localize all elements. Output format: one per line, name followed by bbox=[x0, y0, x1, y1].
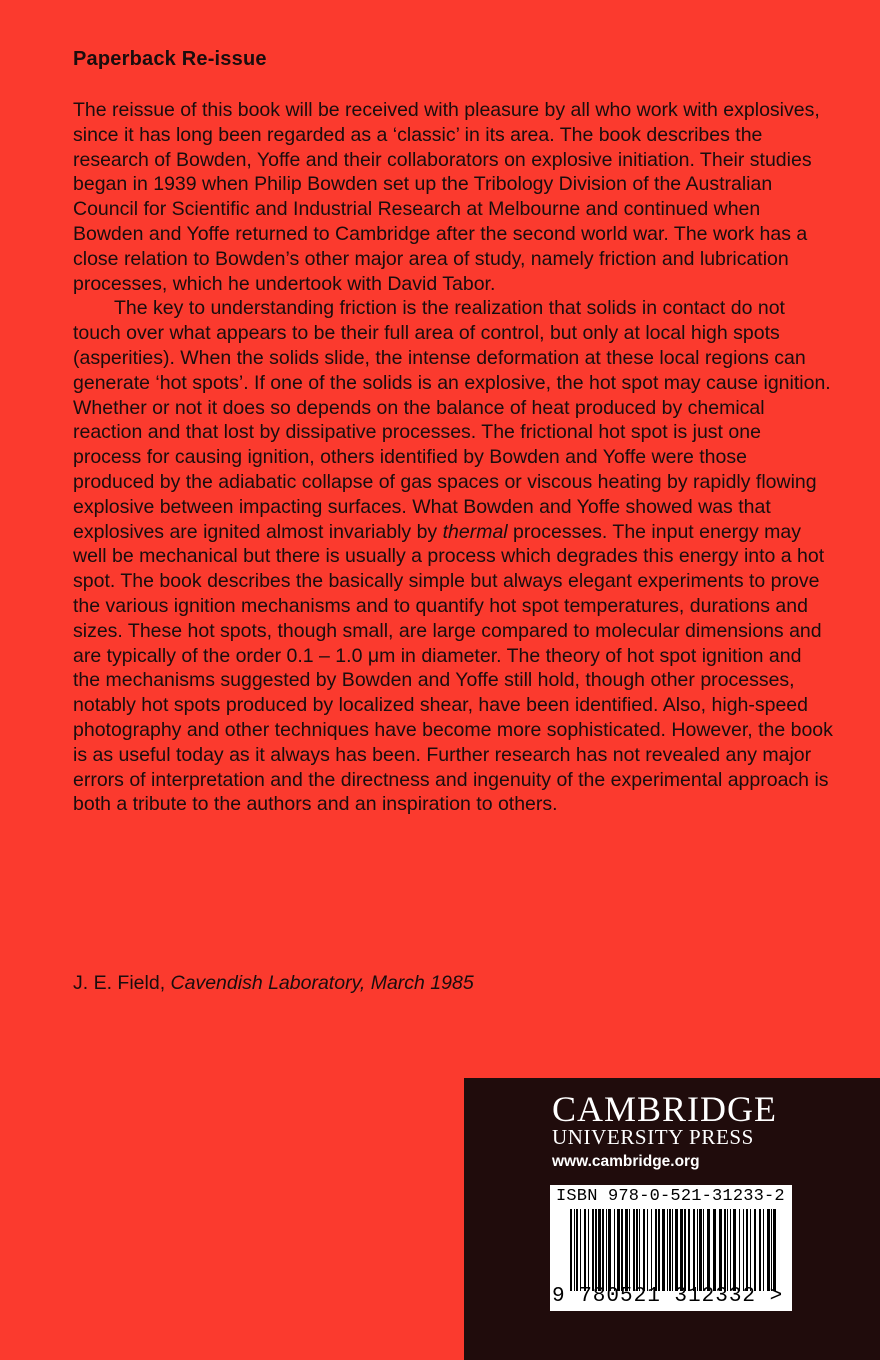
publisher-url: www.cambridge.org bbox=[552, 1153, 700, 1170]
barcode-bar bbox=[588, 1209, 589, 1291]
barcode-bar bbox=[771, 1209, 772, 1291]
barcode-bar bbox=[719, 1209, 722, 1291]
barcode-bars bbox=[570, 1209, 776, 1291]
barcode-bar bbox=[598, 1209, 601, 1291]
barcode-bar bbox=[707, 1209, 710, 1291]
barcode-bar bbox=[602, 1209, 604, 1291]
paragraph-2-part-b: processes. The input energy may well be mechanical but there is usually a process which degrades this energy into a hot spot. The book describes the basically simple but always elegant experiments to prove the various ignition mechanisms and to quantify hot spot temperatures, durations and sizes. These hot spots, though small, are large compared to molecular dimensions and are typically of the order 0.1 – 1.0 μm in diameter. The theory of hot spot ignition and the mechanisms suggested by Bowden and Yoffe still hold, though other processes, notably hot spots produced by localized shear, have been identified. Also, high-speed photography and other techniques have become more sophisticated. However, the book is as useful today as it always has been. Further research has not revealed any major errors of interpretation and the directness and ingenuity of the experimental approach is both a tribute to the authors and an inspiration to others. bbox=[73, 520, 833, 816]
barcode-bar bbox=[730, 1209, 731, 1291]
barcode-bar bbox=[763, 1209, 764, 1291]
barcode-bar bbox=[617, 1209, 620, 1291]
barcode-bar bbox=[667, 1209, 668, 1291]
barcode-bar bbox=[570, 1209, 572, 1291]
barcode-bar bbox=[633, 1209, 635, 1291]
barcode-bar bbox=[754, 1209, 756, 1291]
barcode-box bbox=[550, 1185, 792, 1311]
barcode-bar bbox=[773, 1209, 776, 1291]
barcode-bar bbox=[574, 1209, 575, 1291]
barcode-bar bbox=[697, 1209, 698, 1291]
barcode-bar bbox=[739, 1209, 740, 1291]
barcode-number: 9 780521 312332 > bbox=[552, 1285, 784, 1308]
barcode-bar bbox=[727, 1209, 728, 1291]
publisher-block bbox=[464, 1078, 880, 1360]
barcode-bar bbox=[688, 1209, 690, 1291]
barcode-bar bbox=[636, 1209, 638, 1291]
barcode-bar bbox=[703, 1209, 704, 1291]
barcode-bar bbox=[675, 1209, 678, 1291]
barcode-bar bbox=[759, 1209, 761, 1291]
paragraph-2 bbox=[73, 296, 833, 817]
barcode-bar bbox=[595, 1209, 597, 1291]
barcode-bar bbox=[651, 1209, 652, 1291]
barcode-bar bbox=[669, 1209, 671, 1291]
publisher-name: CAMBRIDGE bbox=[552, 1089, 778, 1129]
section-heading: Paperback Re-issue bbox=[73, 48, 267, 70]
barcode-bar bbox=[584, 1209, 586, 1291]
paragraph-1: The reissue of this book will be received with pleasure by all who work with explosives, since it has long been regarded as a ‘classic’ in its area. The book describes the research of Bowden, Yoffe and their collaborators on explosive initiation. Their studies began in 1939 when Philip Bowden set up the Tribology Division of the Australian Council for Scientific and Industrial Research at Melbourne and continued when Bowden and Yoffe returned to Cambridge after the second world war. The work has a close relation to Bowden’s other major area of study, namely friction and lubrication processes, which he undertook with David Tabor. bbox=[73, 99, 820, 295]
signature-name: J. E. Field, bbox=[73, 972, 171, 994]
barcode-bar bbox=[680, 1209, 683, 1291]
barcode-bar bbox=[625, 1209, 628, 1291]
barcode-bar bbox=[606, 1209, 607, 1291]
barcode-bar bbox=[643, 1209, 645, 1291]
barcode-bar bbox=[608, 1209, 611, 1291]
barcode-bar bbox=[647, 1209, 648, 1291]
barcode-bar bbox=[621, 1209, 623, 1291]
barcode-bar bbox=[672, 1209, 673, 1291]
publisher-subname: UNIVERSITY PRESS bbox=[552, 1125, 754, 1149]
barcode-bar bbox=[580, 1209, 581, 1291]
barcode-bar bbox=[655, 1209, 657, 1291]
blurb-text bbox=[73, 98, 833, 817]
barcode-bar bbox=[639, 1209, 640, 1291]
paragraph-2-part-a: The key to understanding friction is the realization that solids in contact do not touch over what appears to be their full area of control, but only at local high spots (asperities). When the solids slide, the intense deformation at these local regions can generate ‘hot spots’. If one of the solids is an explosive, the hot spot may cause ignition. Whether or not it does so depends on the balance of heat produced by chemical reaction and that lost by dissipative processes. The frictional hot spot is just one process for causing ignition, others identified by Bowden and Yoffe were those produced by the adiabatic collapse of gas spaces or viscous heating by rapidly flowing explosive between impacting surfaces. What Bowden and Yoffe showed was that explosives are ignited almost invariably by bbox=[73, 297, 831, 543]
barcode-bar bbox=[576, 1209, 578, 1291]
barcode-bar bbox=[713, 1209, 716, 1291]
barcode-bar bbox=[629, 1209, 630, 1291]
barcode-bar bbox=[767, 1209, 770, 1291]
barcode-bar bbox=[733, 1209, 736, 1291]
barcode-bar bbox=[614, 1209, 615, 1291]
barcode-bar bbox=[662, 1209, 665, 1291]
barcode-bar bbox=[724, 1209, 726, 1291]
barcode-bar bbox=[746, 1209, 748, 1291]
barcode-bar bbox=[743, 1209, 744, 1291]
barcode-bar bbox=[750, 1209, 751, 1291]
signature-affiliation: Cavendish Laboratory, March 1985 bbox=[170, 972, 474, 994]
signature bbox=[73, 972, 474, 995]
barcode-bar bbox=[699, 1209, 702, 1291]
barcode-bar bbox=[684, 1209, 686, 1291]
barcode-bar bbox=[658, 1209, 660, 1291]
paragraph-2-emphasis: thermal bbox=[442, 520, 508, 543]
isbn-label: ISBN 978-0-521-31233-2 bbox=[556, 1187, 785, 1206]
barcode-bar bbox=[592, 1209, 594, 1291]
barcode-bar bbox=[693, 1209, 695, 1291]
